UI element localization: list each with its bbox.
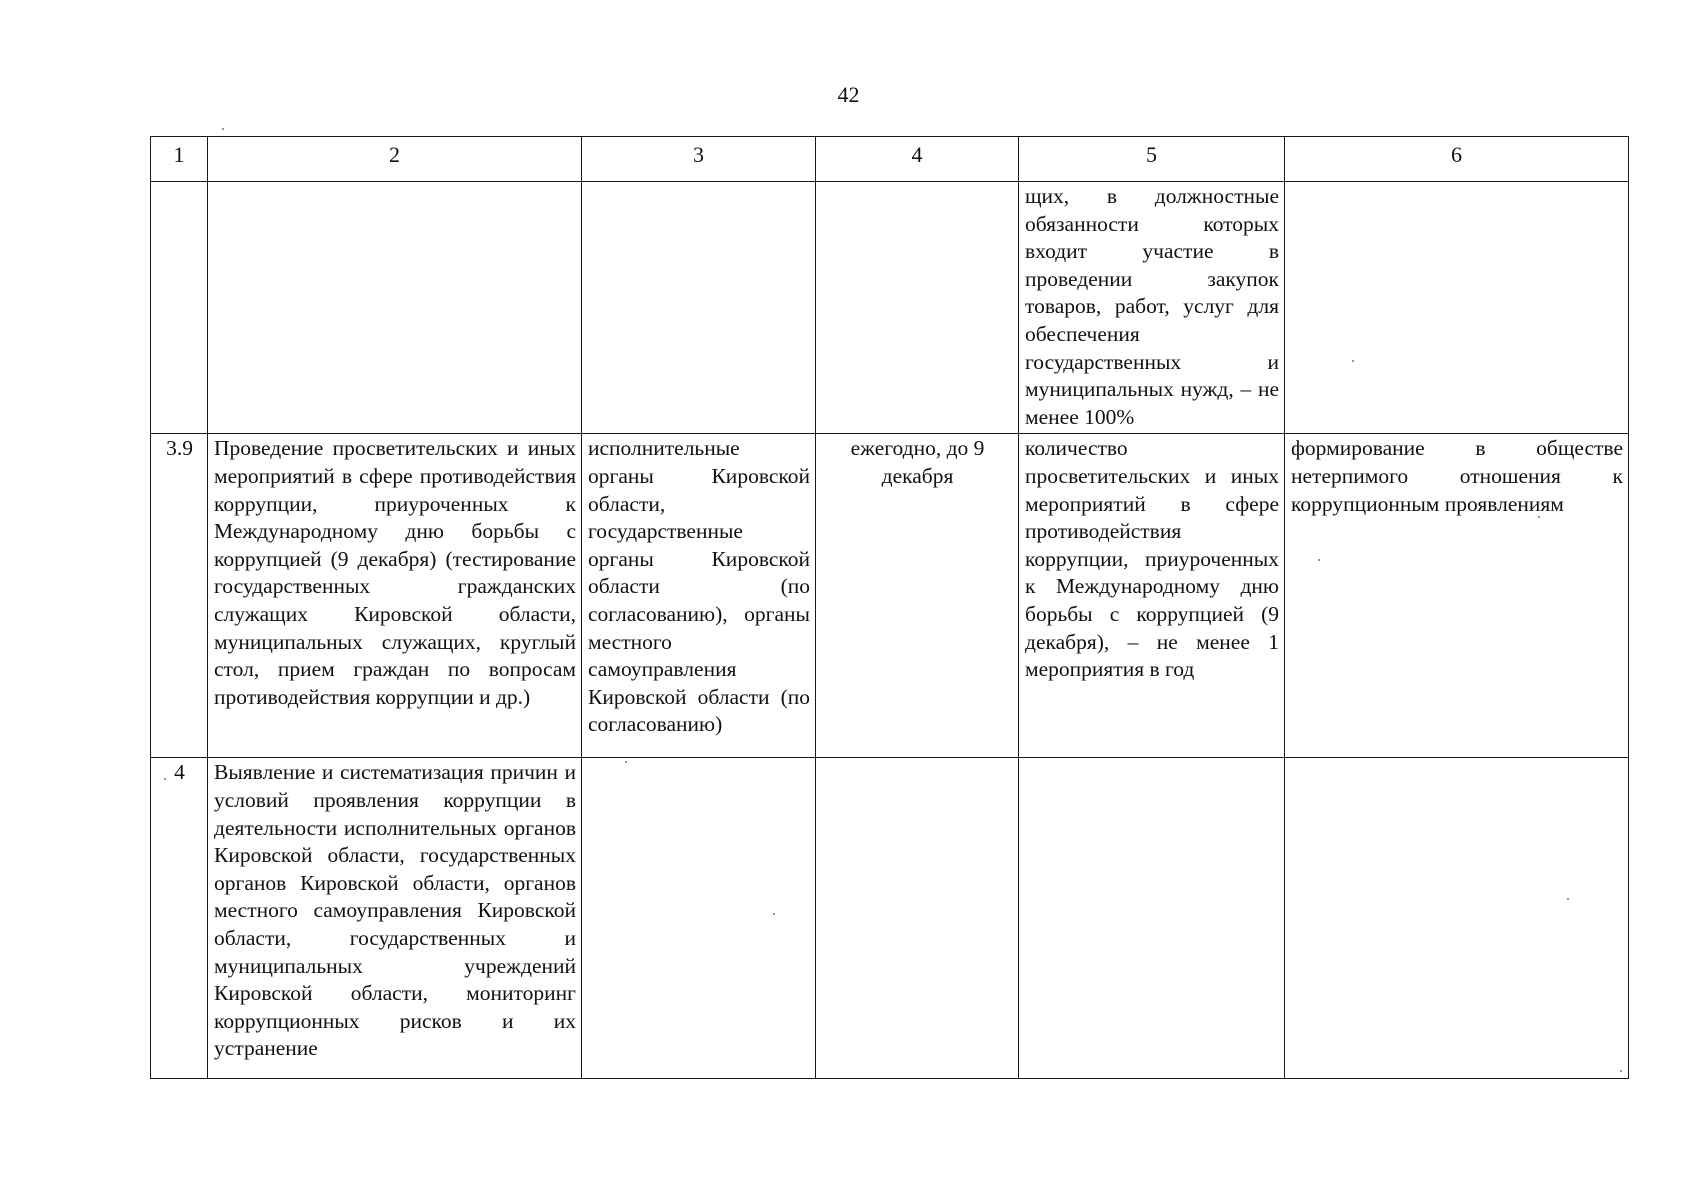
deadline-cell: ежегодно, до 9 декабря: [816, 434, 1019, 758]
executors-cell: [582, 758, 816, 1079]
scan-speck: [1318, 559, 1320, 561]
column-number-cell: 4: [816, 137, 1019, 182]
item-number-cell: [151, 182, 208, 434]
indicator-cell: количество просветительских и иных мероприятий в сфере противодействия коррупции, приуроченных к Международному дню борьбы с коррупцией (9 декабря), – не менее 1 мероприятия в год: [1019, 434, 1285, 758]
result-cell: [1285, 182, 1629, 434]
scan-speck: [773, 913, 775, 915]
column-number-row: [151, 137, 1629, 182]
result-cell: формирование в обществе нетерпимого отношения к коррупционным проявлениям: [1285, 434, 1629, 758]
indicator-cell: щих, в должностные обязанности которых входит участие в проведении закупок товаров, работ, услуг для обеспечения государственных и муниципальных нужд, – не менее 100%: [1019, 182, 1285, 434]
deadline-cell: [816, 758, 1019, 1079]
column-number-cell: 5: [1019, 137, 1285, 182]
column-number-cell: 3: [582, 137, 816, 182]
executors-cell: исполнительные органы Кировской области, государственные органы Кировской области (по согласованию), органы местного самоуправления Кировской области (по согласованию): [582, 434, 816, 758]
column-number-cell: 1: [151, 137, 208, 182]
scan-speck: [1352, 360, 1354, 362]
item-number-cell: 4: [151, 758, 208, 1079]
item-number-cell: 3.9: [151, 434, 208, 758]
deadline-cell: [816, 182, 1019, 434]
scan-speck: [1567, 898, 1569, 900]
table-row: [151, 758, 1629, 1079]
result-cell: [1285, 758, 1629, 1079]
table-row: [151, 182, 1629, 434]
indicator-cell: [1019, 758, 1285, 1079]
scan-speck: [164, 778, 166, 780]
scan-speck: [625, 761, 627, 763]
scan-speck: [1538, 516, 1540, 518]
measure-cell: Выявление и систематизация причин и условий проявления коррупции в деятельности исполнительных органов Кировской области, государственных органов Кировской области, органов местного самоуправления Кировской области, государственных и муниципальных учреждений Кировской области, мониторинг коррупционных рисков и их устранение: [208, 758, 582, 1079]
column-number-cell: 6: [1285, 137, 1629, 182]
measures-table: [150, 136, 1629, 1079]
measure-cell: [208, 182, 582, 434]
column-number-cell: 2: [208, 137, 582, 182]
page-number: 42: [837, 82, 860, 107]
table-row: [151, 434, 1629, 758]
scan-speck: [1620, 1070, 1622, 1072]
measure-cell: Проведение просветительских и иных мероприятий в сфере противодействия коррупции, приуроченных к Международному дню борьбы с коррупцией (9 декабря) (тестирование государственных гражданских служащих Кировской области, муниципальных служащих, круглый стол, прием граждан по вопросам противодействия коррупции и др.): [208, 434, 582, 758]
scan-speck: [222, 128, 224, 130]
executors-cell: [582, 182, 816, 434]
